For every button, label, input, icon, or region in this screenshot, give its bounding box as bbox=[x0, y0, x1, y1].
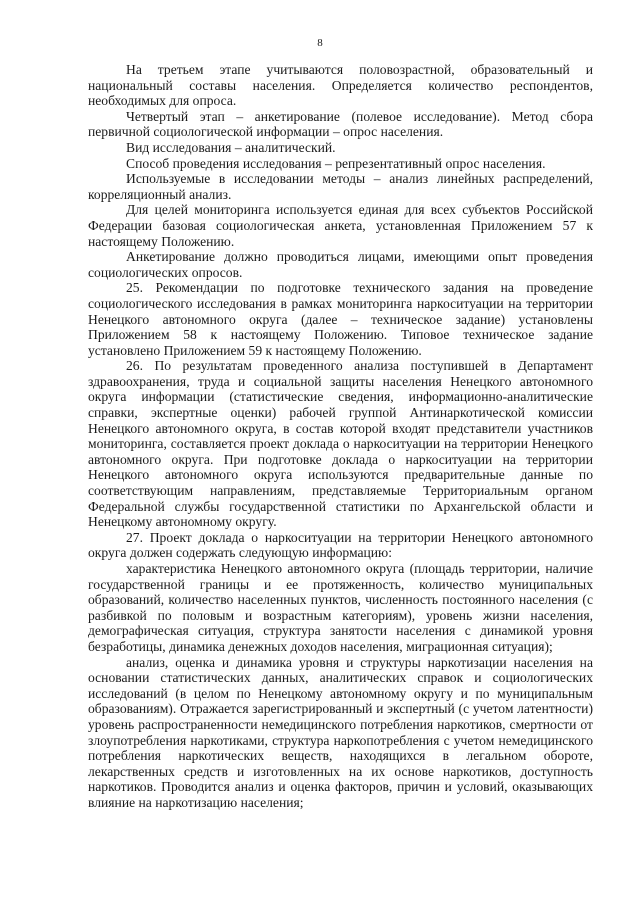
paragraph-item-26: 26. По результатам проведенного анализа поступившей в Департамент здравоохранения, труда и социальной защиты населения Ненецкого автономного округа информации (статистические сведения, информационно-аналитические справки, экспертные оценки) рабочей группой Антинаркотической комиссии Ненецкого автономного округа, в состав которой входят представители участников мониторинга, составляется проект доклада о наркоситуации на территории Ненецкого автономного округа. При подготовке доклада о наркоситуации на территории Ненецкого автономного округа используются предварительные данные по соответствующим направлениям, представляемые Территориальным органом Федеральной службы государственной статистики по Архангельской области и Ненецкому автономному округу. bbox=[88, 358, 593, 530]
paragraph-stage-four: Четвертый этап – анкетирование (полевое исследование). Метод сбора первичной социологической информации – опрос населения. bbox=[88, 108, 593, 140]
paragraph-narcotization-analysis: анализ, оценка и динамика уровня и структуры наркотизации населения на основании статистических данных, аналитических справок и социологических исследований (в целом по Ненецкому автономному округу и по муниципальным образованиям). Отражается зарегистрированный и экспертный (с учетом латентности) уровень распространенности немедицинского потребления наркотиков, смертности от злоупотребления наркотиками, структура наркопотребления с учетом немедицинского потребления наркотических веществ, находящихся в легальном обороте, лекарственных средств и изготовленных на их основе наркотиков, доступность наркотиков. Проводится анализ и оценка факторов, причин и условий, оказывающих влияние на наркотизацию населения; bbox=[88, 654, 593, 810]
paragraph-region-characteristics: характеристика Ненецкого автономного округа (площадь территории, наличие государственной границы и ее протяженность, количество муниципальных образований, количество населенных пунктов, численность постоянного населения (с разбивкой по половым и возрастным категориям), уровень жизни населения, демографическая ситуация, структура занятости населения с динамикой уровня безработицы, динамика денежных доходов населения, миграционная ситуация); bbox=[88, 561, 593, 654]
paragraph-item-25: 25. Рекомендации по подготовке технического задания на проведение социологического исследования в рамках мониторинга наркоситуации на территории Ненецкого автономного округа (далее – техническое задание) установлены Приложением 58 к настоящему Положению. Типовое техническое задание установлено Приложением 59 к настоящему Положению. bbox=[88, 280, 593, 358]
paragraph-base-questionnaire: Для целей мониторинга используется единая для всех субъектов Российской Федерации базовая социологическая анкета, установленная Приложением 57 к настоящему Положению. bbox=[88, 202, 593, 249]
paragraph-analysis-methods: Используемые в исследовании методы – анализ линейных распределений, корреляционный анализ. bbox=[88, 171, 593, 202]
document-body bbox=[88, 62, 593, 811]
paragraph-research-type: Вид исследования – аналитический. bbox=[126, 139, 336, 155]
page-number: 8 bbox=[317, 37, 323, 49]
paragraph-research-method: Способ проведения исследования – репрезентативный опрос населения. bbox=[126, 155, 546, 171]
paragraph-survey-staff: Анкетирование должно проводиться лицами, имеющими опыт проведения социологических опросов. bbox=[88, 249, 593, 280]
paragraph-stage-three: На третьем этапе учитываются половозрастной, образовательный и национальный составы населения. Определяется количество респондентов, необходимых для опроса. bbox=[88, 62, 593, 109]
paragraph-item-27: 27. Проект доклада о наркоситуации на территории Ненецкого автономного округа должен содержать следующую информацию: bbox=[88, 529, 593, 561]
